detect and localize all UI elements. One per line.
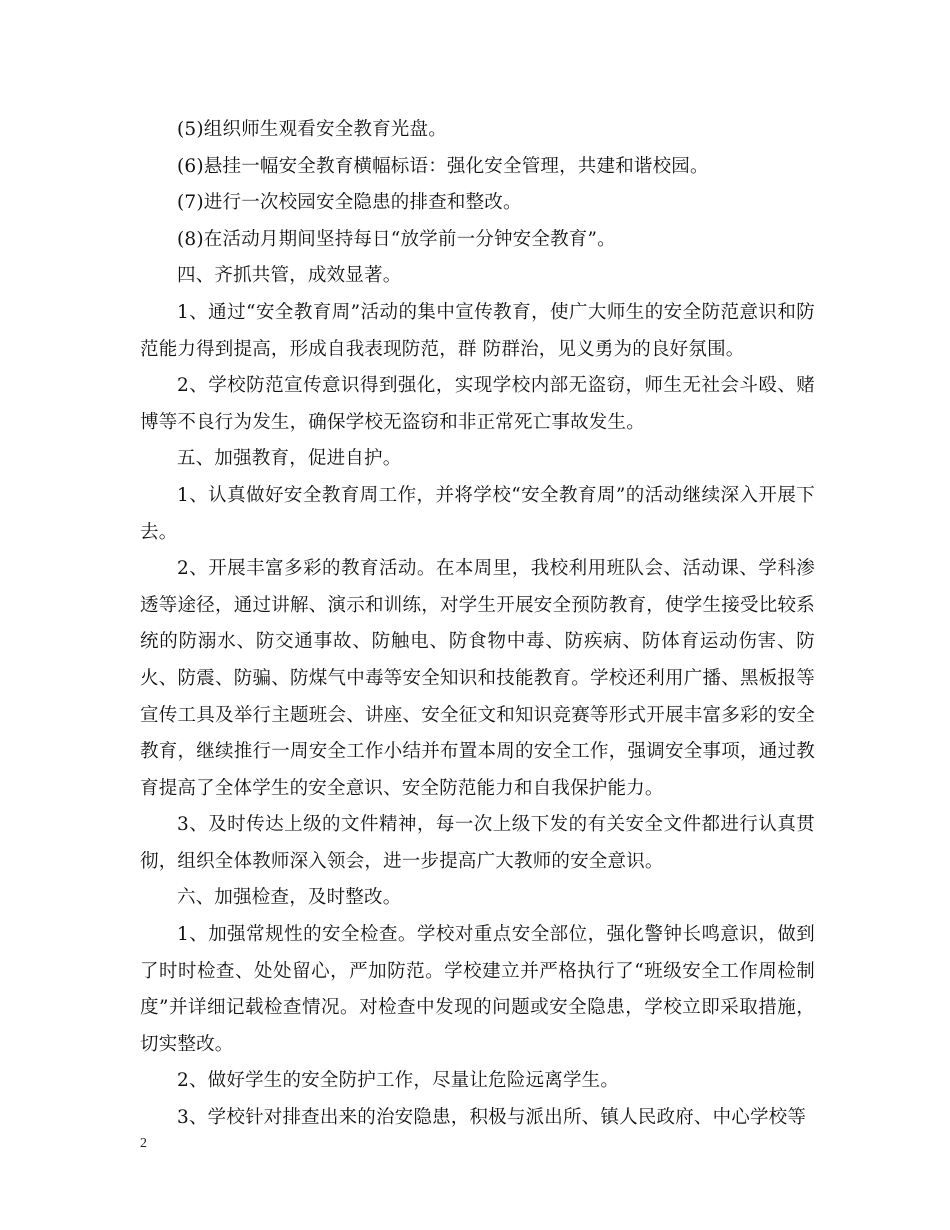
paragraph: 1、通过“安全教育周”活动的集中宣传教育，使广大师生的安全防范意识和防范能力得到提高，形成自我表现防范，群 防群治，见义勇为的良好氛围。 [140,301,815,360]
paragraph: 1、认真做好安全教育周工作，并将学校“安全教育周”的活动继续深入开展下去。 [140,484,815,543]
paragraph: (8)在活动月期间坚持每日“放学前一分钟安全教育”。 [177,228,616,250]
paragraph: 2、学校防范宣传意识得到强化，实现学校内部无盗窃，师生无社会斗殴、赌博等不良行为发生，确保学校无盗窃和非正常死亡事故发生。 [140,375,815,433]
section-heading: 四、齐抓共管，成效显著。 [177,265,402,287]
section-heading: 五、加强教育，促进自护。 [177,448,402,470]
page-number: 2 [140,1136,147,1151]
section-heading: 六、加强检查，及时整改。 [177,887,402,909]
paragraph: 1、加强常规性的安全检查。学校对重点安全部位，强化警钟长鸣意识，做到了时时检查、处处留心，严加防范。学校建立并严格执行了“班级安全工作周检制度”并详细记载检查情况。对检查中发现的问题或安全隐患，学校立即采取措施，切实整改。 [140,924,815,1055]
paragraph: 3、及时传达上级的文件精神，每一次上级下发的有关安全文件都进行认真贯彻，组织全体教师深入领会，进一步提高广大教师的安全意识。 [140,814,815,872]
paragraph: 3、学校针对排查出来的治安隐患，积极与派出所、镇人民政府、中心学校等 [177,1107,807,1129]
paragraph: (7)进行一次校园安全隐患的排查和整改。 [177,192,522,214]
paragraph: 2、开展丰富多彩的教育活动。在本周里，我校利用班队会、活动课、学科渗透等途径，通过讲解、演示和训练，对学生开展安全预防教育，使学生接受比较系统的防溺水、防交通事故、防触电、防食物中毒、防疾病、防体育运动伤害、防火、防震、防骗、防煤气中毒等安全知识和技能教育。学校还利用广播、黑板报等宣传工具及举行主题班会、讲座、安全征文和知识竞赛等形式开展丰富多彩的安全教育，继续推行一周安全工作小结并布置本周的安全工作，强调安全事项，通过教育提高了全体学生的安全意识、安全防范能力和自我保护能力。 [140,558,815,799]
paragraph: (6)悬挂一幅安全教育横幅标语：强化安全管理，共建和谐校园。 [177,155,709,177]
document-body [140,112,815,1137]
paragraph: (5)组织师生观看安全教育光盘。 [177,119,447,140]
paragraph: 2、做好学生的安全防护工作，尽量让危险远离学生。 [177,1070,620,1092]
